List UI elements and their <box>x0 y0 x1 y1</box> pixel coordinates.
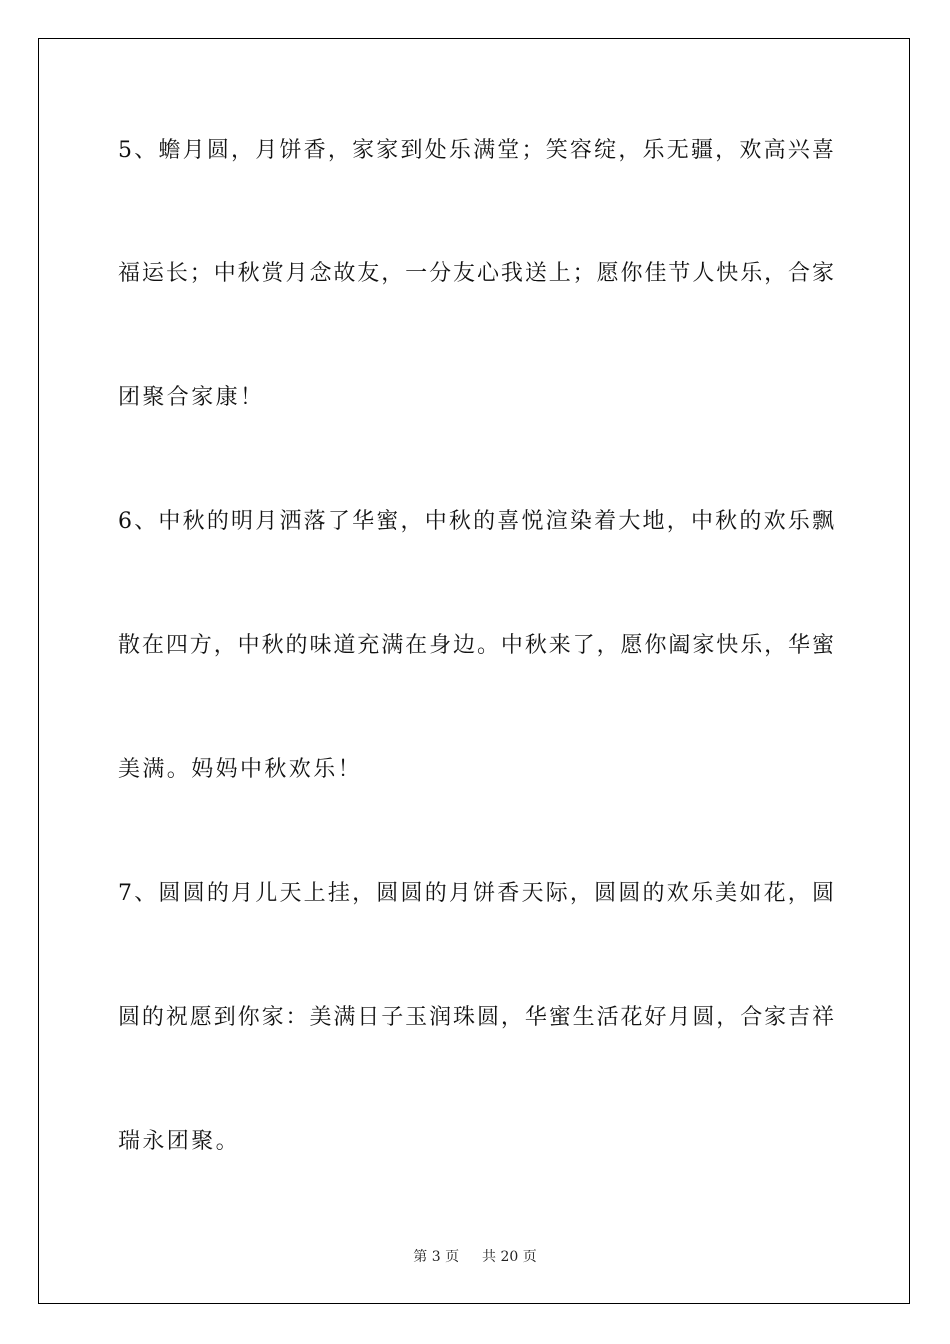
paragraph-5-line-2: 福运长；中秋赏月念故友，一分友心我送上；愿你佳节人快乐，合家 <box>118 261 834 286</box>
paragraph-7-line-3: 瑞永团聚。 <box>118 1129 241 1154</box>
paragraph-5-line-1: 5、蟾月圆，月饼香，家家到处乐满堂；笑容绽，乐无疆，欢高兴喜 <box>118 138 834 163</box>
paragraph-6-line-1: 6、中秋的明月洒落了华蜜，中秋的喜悦渲染着大地，中秋的欢乐飘 <box>118 509 834 534</box>
paragraph-7-line-1: 7、圆圆的月儿天上挂，圆圆的月饼香天际，圆圆的欢乐美如花，圆 <box>118 881 834 906</box>
page-number: 第 3 页 <box>413 1249 460 1265</box>
paragraph-6-line-2: 散在四方，中秋的味道充满在身边。中秋来了，愿你阖家快乐，华蜜 <box>118 633 834 658</box>
paragraph-6-line-3: 美满。妈妈中秋欢乐！ <box>118 757 363 782</box>
page-total: 共 20 页 <box>482 1249 537 1265</box>
page-footer <box>0 1248 950 1266</box>
page-frame <box>38 38 910 1304</box>
paragraph-5-line-3: 团聚合家康！ <box>118 385 265 410</box>
paragraph-7-line-2: 圆的祝愿到你家：美满日子玉润珠圆，华蜜生活花好月圆，合家吉祥 <box>118 1005 834 1030</box>
